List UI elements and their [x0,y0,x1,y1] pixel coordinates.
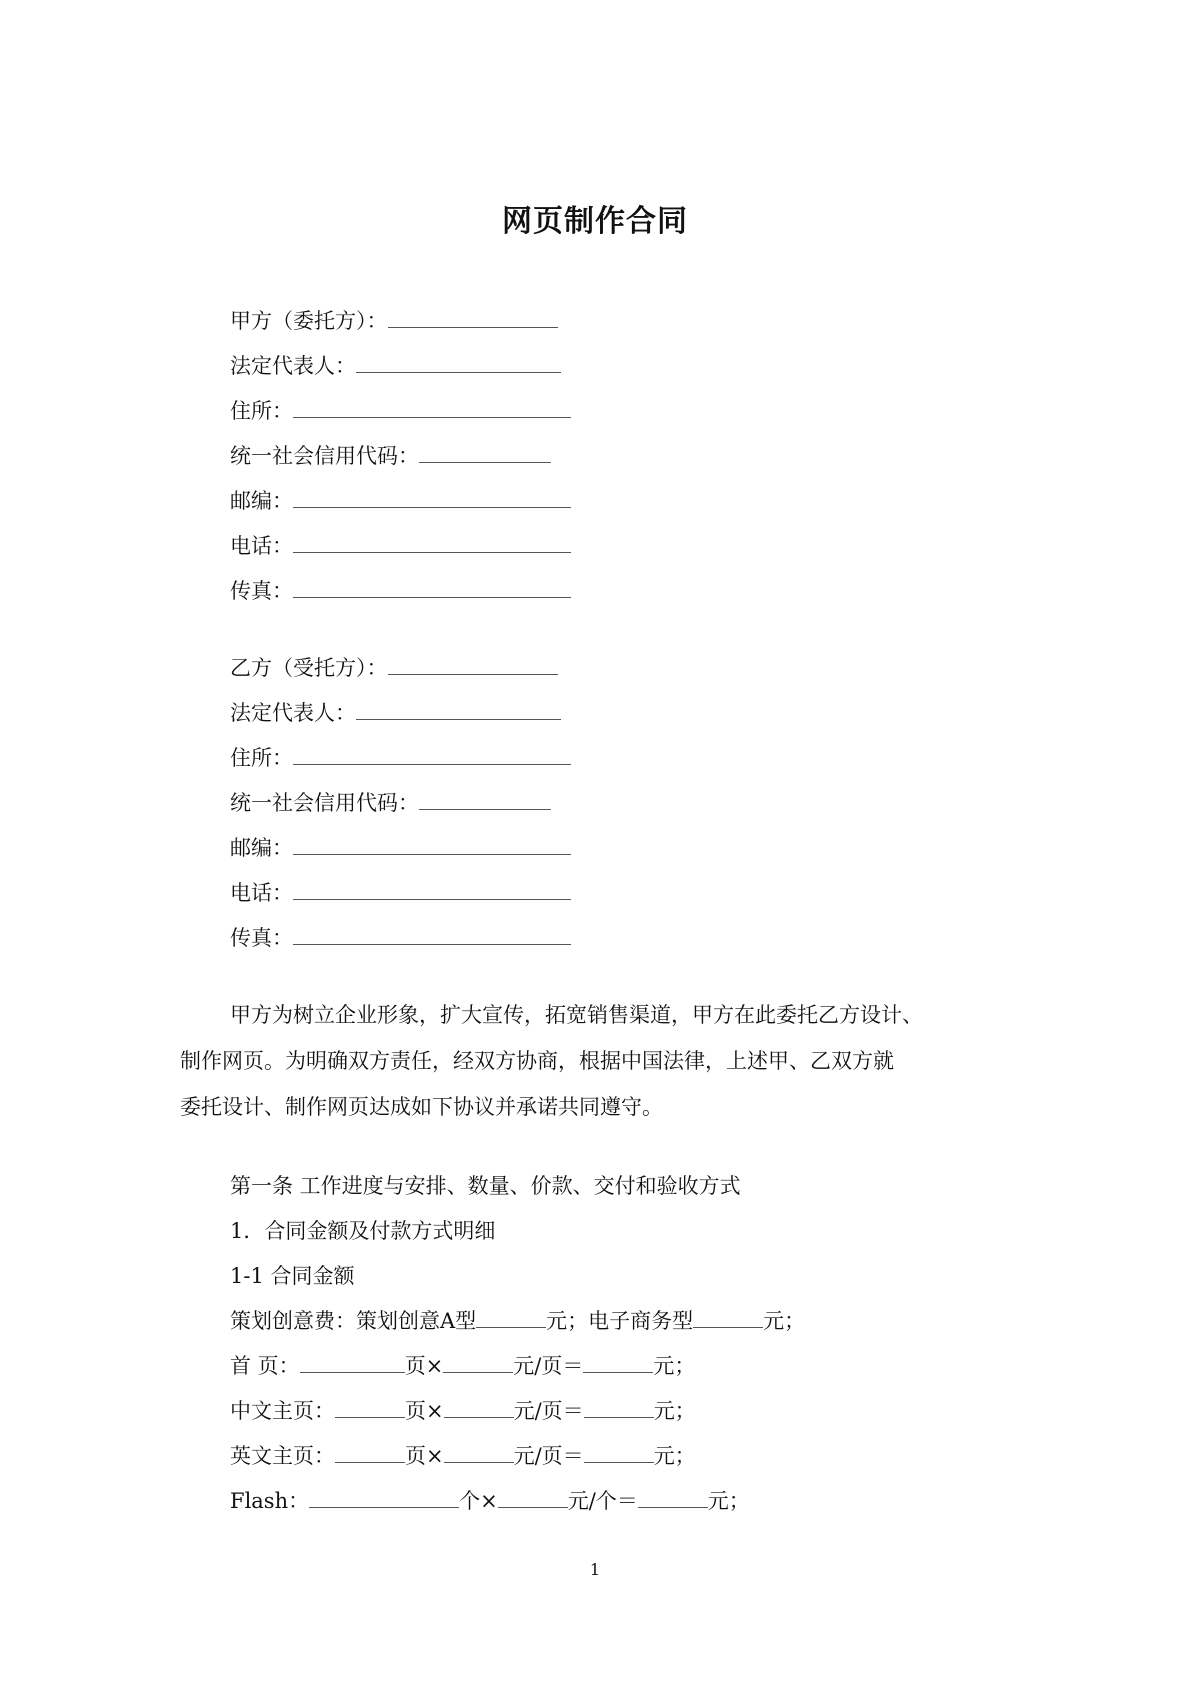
field-label: 法定代表人： [230,701,356,725]
preamble-line: 制作网页。为明确双方责任，经双方协商，根据中国法律，上述甲、乙双方就 [180,1049,894,1073]
party-b-phone-field [230,878,571,908]
party-a-phone-field [230,531,571,561]
fill-blank[interactable] [443,1352,513,1373]
fill-blank[interactable] [584,1442,654,1463]
party-b-credit-code-field [230,788,551,818]
article-1-heading: 第一条 工作进度与安排、数量、价款、交付和验收方式 [230,1174,741,1198]
fill-blank[interactable] [335,1442,405,1463]
fill-blank[interactable] [584,1397,654,1418]
field-label: 住所： [230,746,293,770]
field-label: 乙方（受托方）： [230,656,388,680]
page-number: 1 [589,1560,601,1579]
fill-blank[interactable] [293,577,571,598]
planning-fee-line [230,1306,805,1336]
fill-blank[interactable] [293,397,571,418]
home-page-line [230,1351,695,1381]
unit-text: 页× [405,1444,444,1468]
line-label: 首 页： [230,1354,300,1378]
field-label: 法定代表人： [230,354,356,378]
fill-blank[interactable] [444,1442,514,1463]
line-label: Flash： [230,1489,310,1513]
field-label: 甲方（委托方）： [230,309,388,333]
fill-blank[interactable] [638,1487,708,1508]
unit-text: 元；电子商务型 [546,1309,694,1333]
field-label: 住所： [230,399,293,423]
unit-text: 元； [653,1354,696,1378]
party-a-address-field [230,396,571,426]
unit-text: 页× [405,1399,444,1423]
fill-blank[interactable] [293,487,571,508]
fill-blank[interactable] [356,699,561,720]
section-1-heading: 1．合同金额及付款方式明细 [230,1219,496,1243]
flash-line [230,1486,750,1516]
unit-text: 元； [707,1489,750,1513]
fill-blank[interactable] [293,532,571,553]
unit-text: 元/页＝ [513,1444,584,1468]
fill-blank[interactable] [583,1352,653,1373]
preamble-line: 委托设计、制作网页达成如下协议并承诺共同遵守。 [180,1095,663,1119]
party-b-address-field [230,743,571,773]
line-label: 策划创意费：策划创意A型 [230,1309,477,1333]
fill-blank[interactable] [476,1307,546,1328]
unit-text: 元/页＝ [513,1399,584,1423]
fill-blank[interactable] [419,789,551,810]
field-label: 统一社会信用代码： [230,791,419,815]
preamble-line: 甲方为树立企业形象，扩大宣传，拓宽销售渠道，甲方在此委托乙方设计、 [230,1003,923,1027]
document-title: 网页制作合同 [502,204,688,239]
fill-blank[interactable] [309,1487,459,1508]
preamble-paragraph [180,992,1020,1130]
unit-text: 个× [459,1489,498,1513]
fill-blank[interactable] [498,1487,568,1508]
unit-text: 元； [653,1444,696,1468]
fill-blank[interactable] [293,744,571,765]
party-b-fax-field [230,923,571,953]
fill-blank[interactable] [388,654,558,675]
party-a-fax-field [230,576,571,606]
line-label: 中文主页： [230,1399,335,1423]
unit-text: 元/个＝ [567,1489,638,1513]
unit-text: 元； [763,1309,806,1333]
unit-text: 元； [653,1399,696,1423]
field-label: 电话： [230,881,293,905]
fill-blank[interactable] [419,442,551,463]
chinese-page-line [230,1396,696,1426]
party-a-legal-rep-field [230,351,561,381]
field-label: 邮编： [230,836,293,860]
fill-blank[interactable] [293,924,571,945]
party-a-credit-code-field [230,441,551,471]
unit-text: 页× [404,1354,444,1378]
field-label: 传真： [230,926,293,950]
field-label: 传真： [230,579,293,603]
fill-blank[interactable] [293,834,571,855]
fill-blank[interactable] [293,879,571,900]
fill-blank[interactable] [335,1397,405,1418]
party-b-name-field [230,653,558,683]
english-page-line [230,1441,696,1471]
party-b-postcode-field [230,833,571,863]
fill-blank[interactable] [356,352,561,373]
field-label: 电话： [230,534,293,558]
field-label: 邮编： [230,489,293,513]
fill-blank[interactable] [388,307,558,328]
line-label: 英文主页： [230,1444,335,1468]
fill-blank[interactable] [444,1397,514,1418]
field-label: 统一社会信用代码： [230,444,419,468]
party-b-legal-rep-field [230,698,561,728]
party-a-postcode-field [230,486,571,516]
fill-blank[interactable] [300,1352,405,1373]
section-1-1-heading: 1-1 合同金额 [230,1264,355,1288]
party-a-name-field [230,306,558,336]
unit-text: 元/页＝ [513,1354,584,1378]
fill-blank[interactable] [693,1307,763,1328]
